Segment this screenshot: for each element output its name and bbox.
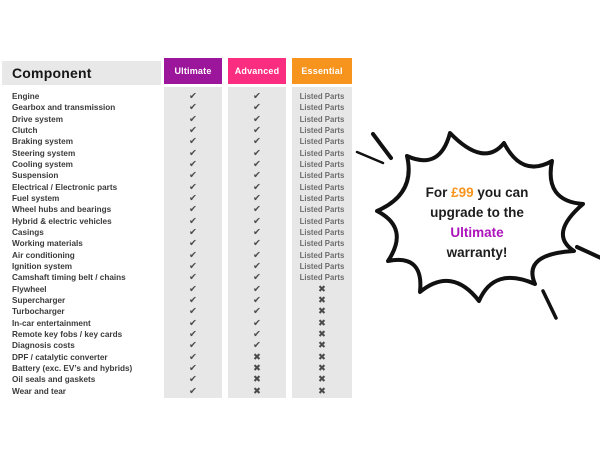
table-row — [0, 386, 360, 397]
advanced-cell: ✔ — [253, 170, 261, 182]
table-row — [0, 102, 360, 113]
essential-cell: Listed Parts — [299, 103, 345, 113]
advanced-cell: ✔ — [253, 91, 261, 102]
advanced-cell: ✔ — [253, 181, 261, 193]
component-label: Ignition system — [12, 261, 73, 271]
ultimate-cell: ✔ — [189, 272, 197, 284]
advanced-cell: ✖ — [253, 351, 261, 363]
speed-line-bottom-right — [543, 291, 556, 318]
component-header-bar — [2, 61, 161, 85]
ultimate-cell: ✔ — [189, 147, 197, 159]
essential-cell: Listed Parts — [299, 137, 345, 147]
ultimate-cell: ✔ — [189, 215, 197, 227]
column-header-advanced: Advanced — [228, 58, 286, 84]
essential-cell: ✖ — [318, 385, 326, 397]
table-row — [0, 170, 360, 181]
bubble-price: £99 — [451, 185, 474, 200]
table-row — [0, 136, 360, 147]
advanced-cell: ✔ — [253, 317, 261, 329]
ultimate-cell: ✔ — [189, 283, 197, 295]
speed-line-top-left-thin — [357, 152, 383, 163]
ultimate-cell: ✔ — [189, 181, 197, 193]
component-label: Casings — [12, 227, 44, 237]
column-header-essential: Essential — [292, 58, 352, 84]
essential-cell: Listed Parts — [299, 159, 345, 169]
essential-cell: Listed Parts — [299, 182, 345, 192]
ultimate-cell: ✔ — [189, 226, 197, 238]
table-row — [0, 238, 360, 249]
ultimate-cell: ✔ — [189, 136, 197, 148]
ultimate-cell: ✔ — [189, 374, 197, 386]
table-row — [0, 284, 360, 295]
ultimate-cell: ✔ — [189, 340, 197, 352]
component-label: Cooling system — [12, 159, 73, 169]
advanced-cell: ✖ — [253, 385, 261, 397]
component-label: Clutch — [12, 125, 38, 135]
table-row — [0, 250, 360, 261]
bubble-ultimate-word: Ultimate — [450, 225, 504, 240]
advanced-cell: ✔ — [253, 340, 261, 352]
advanced-cell: ✔ — [253, 102, 261, 114]
essential-cell: ✖ — [318, 328, 326, 340]
column-header-ultimate: Ultimate — [164, 58, 222, 84]
advanced-cell: ✔ — [253, 260, 261, 272]
speed-line-top-left-thick — [373, 134, 391, 158]
table-row — [0, 306, 360, 317]
component-label: Diagnosis costs — [12, 341, 75, 351]
essential-cell: Listed Parts — [299, 239, 345, 249]
component-label: Working materials — [12, 239, 83, 249]
essential-cell: ✖ — [318, 283, 326, 295]
advanced-cell: ✔ — [253, 238, 261, 250]
essential-cell: ✖ — [318, 340, 326, 352]
ultimate-cell: ✔ — [189, 238, 197, 250]
table-row — [0, 91, 360, 102]
component-label: Air conditioning — [12, 250, 75, 260]
table-row — [0, 114, 360, 125]
component-label: Drive system — [12, 114, 63, 124]
ultimate-cell: ✔ — [189, 351, 197, 363]
component-label: Wheel hubs and bearings — [12, 205, 112, 215]
component-label: Suspension — [12, 171, 59, 181]
essential-cell: Listed Parts — [299, 171, 345, 181]
essential-cell: ✖ — [318, 294, 326, 306]
component-label: Turbocharger — [12, 307, 65, 317]
table-row — [0, 340, 360, 351]
essential-cell: ✖ — [318, 317, 326, 329]
essential-cell: Listed Parts — [299, 273, 345, 283]
advanced-cell: ✔ — [253, 147, 261, 159]
advanced-cell: ✔ — [253, 136, 261, 148]
component-label: Gearbox and transmission — [12, 103, 116, 113]
essential-cell: Listed Parts — [299, 193, 345, 203]
advanced-cell: ✔ — [253, 215, 261, 227]
component-label: Braking system — [12, 137, 73, 147]
advanced-cell: ✔ — [253, 306, 261, 318]
advanced-cell: ✔ — [253, 272, 261, 284]
component-label: Hybrid & electric vehicles — [12, 216, 112, 226]
table-row — [0, 374, 360, 385]
ultimate-cell: ✔ — [189, 249, 197, 261]
advanced-cell: ✔ — [253, 158, 261, 170]
table-row — [0, 227, 360, 238]
ultimate-cell: ✔ — [189, 192, 197, 204]
component-label: Steering system — [12, 148, 76, 158]
ultimate-cell: ✔ — [189, 362, 197, 374]
component-label: Battery (exc. EV’s and hybrids) — [12, 363, 133, 373]
bubble-line1-suffix: you can — [473, 185, 529, 200]
table-row — [0, 272, 360, 283]
speed-line-right — [577, 247, 600, 258]
ultimate-cell: ✔ — [189, 124, 197, 136]
ultimate-cell: ✔ — [189, 170, 197, 182]
ultimate-cell: ✔ — [189, 260, 197, 272]
bubble-line1-prefix: For — [425, 185, 452, 200]
ultimate-cell: ✔ — [189, 294, 197, 306]
ultimate-cell: ✔ — [189, 158, 197, 170]
table-row — [0, 216, 360, 227]
bubble-text — [392, 183, 562, 263]
ultimate-cell: ✔ — [189, 113, 197, 125]
advanced-cell: ✔ — [253, 328, 261, 340]
advanced-cell: ✖ — [253, 374, 261, 386]
ultimate-cell: ✔ — [189, 91, 197, 102]
table-row — [0, 363, 360, 374]
advanced-cell: ✔ — [253, 226, 261, 238]
component-label: Remote key fobs / key cards — [12, 329, 123, 339]
table-row — [0, 318, 360, 329]
essential-cell: Listed Parts — [299, 125, 345, 135]
essential-cell: ✖ — [318, 362, 326, 374]
component-label: Supercharger — [12, 295, 66, 305]
advanced-cell: ✔ — [253, 192, 261, 204]
essential-cell: Listed Parts — [299, 205, 345, 215]
advanced-cell: ✔ — [253, 124, 261, 136]
ultimate-cell: ✔ — [189, 328, 197, 340]
component-label: Oil seals and gaskets — [12, 375, 96, 385]
bubble-line4: warranty! — [446, 245, 508, 260]
ultimate-cell: ✔ — [189, 306, 197, 318]
advanced-cell: ✔ — [253, 249, 261, 261]
ultimate-cell: ✔ — [189, 204, 197, 216]
essential-cell: ✖ — [318, 374, 326, 386]
table-row — [0, 159, 360, 170]
bubble-line2: upgrade to the — [430, 205, 524, 220]
component-label: Flywheel — [12, 284, 47, 294]
advanced-cell: ✔ — [253, 294, 261, 306]
essential-cell: Listed Parts — [299, 261, 345, 271]
essential-cell: Listed Parts — [299, 227, 345, 237]
table-row — [0, 329, 360, 340]
table-row — [0, 125, 360, 136]
advanced-cell: ✖ — [253, 362, 261, 374]
table-row — [0, 261, 360, 272]
advanced-cell: ✔ — [253, 204, 261, 216]
component-label: Camshaft timing belt / chains — [12, 273, 126, 283]
component-header-label: Component — [12, 65, 92, 81]
essential-cell: Listed Parts — [299, 216, 345, 226]
essential-cell: Listed Parts — [299, 92, 345, 101]
table-row — [0, 352, 360, 363]
essential-cell: ✖ — [318, 351, 326, 363]
component-label: Electrical / Electronic parts — [12, 182, 118, 192]
essential-cell: Listed Parts — [299, 114, 345, 124]
table-row — [0, 193, 360, 204]
component-label: Fuel system — [12, 193, 60, 203]
ultimate-cell: ✔ — [189, 385, 197, 397]
table-row — [0, 204, 360, 215]
component-label: In-car entertainment — [12, 318, 91, 328]
component-label: Wear and tear — [12, 386, 66, 396]
component-label: DPF / catalytic converter — [12, 352, 108, 362]
table-rows — [0, 91, 360, 397]
advanced-cell: ✔ — [253, 283, 261, 295]
essential-cell: ✖ — [318, 306, 326, 318]
table-row — [0, 295, 360, 306]
table-row — [0, 148, 360, 159]
table-row — [0, 182, 360, 193]
essential-cell: Listed Parts — [299, 148, 345, 158]
component-label: Engine — [12, 92, 40, 101]
essential-cell: Listed Parts — [299, 250, 345, 260]
ultimate-cell: ✔ — [189, 317, 197, 329]
ultimate-cell: ✔ — [189, 102, 197, 114]
advanced-cell: ✔ — [253, 113, 261, 125]
